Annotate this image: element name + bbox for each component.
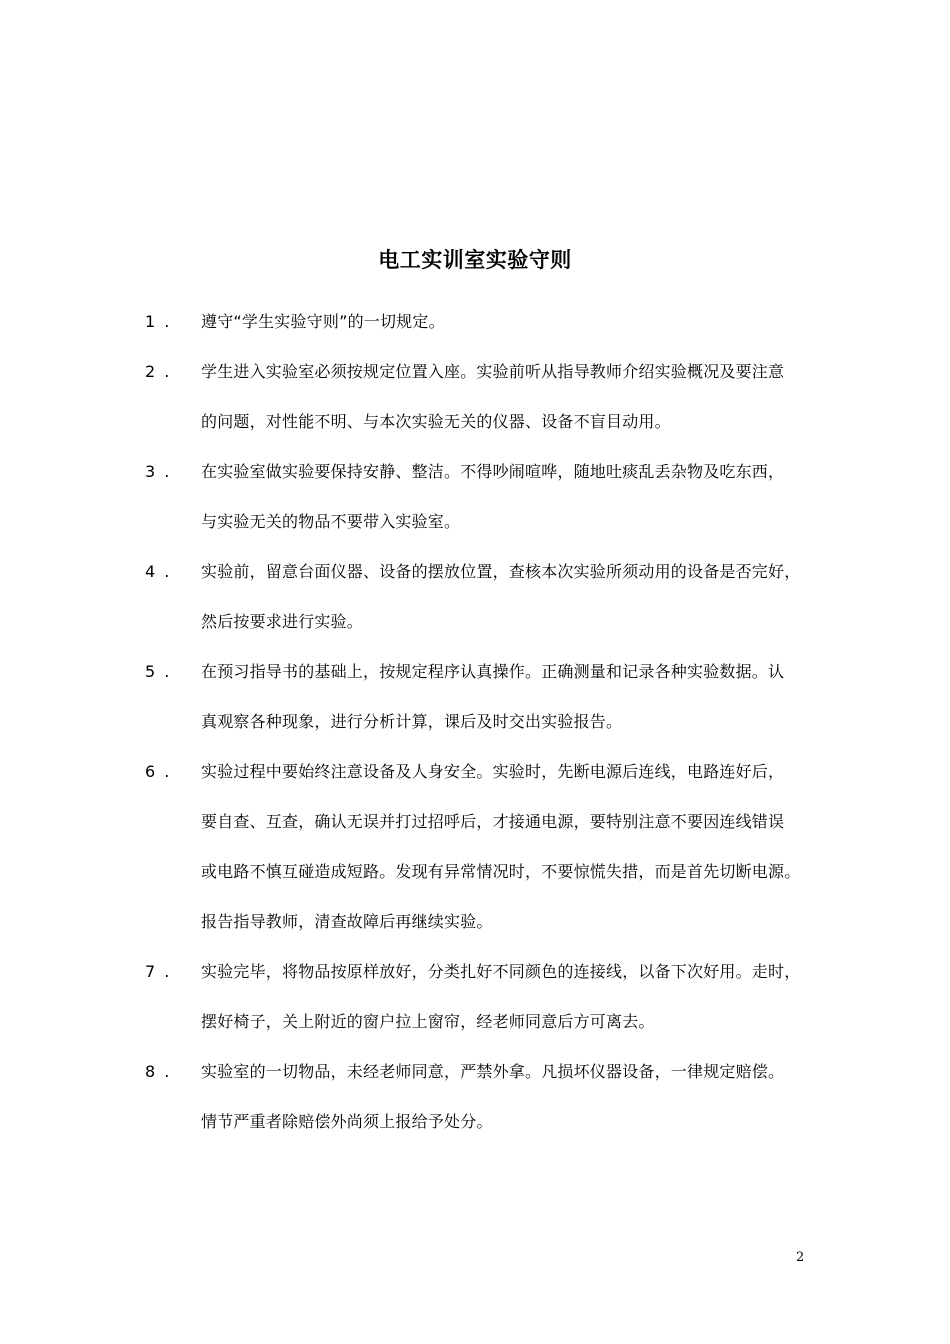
rule-text-line: 或电路不慎互碰造成短路。发现有异常情况时，不要惊慌失措，而是首先切断电源。 [201,862,801,881]
rule-text-line: 学生进入实验室必须按规定位置入座。实验前听从指导教师介绍实验概况及要注意 [201,362,785,381]
rule-text-line: 的问题，对性能不明、与本次实验无关的仪器、设备不盲目动用。 [201,412,671,431]
rule-item [0,297,950,347]
rule-text-line: 摆好椅子，关上附近的窗户拉上窗帘，经老师同意后方可离去。 [201,1012,655,1031]
rule-text [201,747,821,947]
rule-text-line: 实验室的一切物品，未经老师同意，严禁外拿。凡损坏仪器设备，一律规定赔偿。 [201,1062,785,1081]
rule-number: 5 . [145,662,172,681]
rule-text-line: 要自查、互查，确认无误并打过招呼后，才接通电源，要特别注意不要因连线错误 [201,812,785,831]
rule-text-line: 实验过程中要始终注意设备及人身安全。实验时，先断电源后连线，电路连好后， [201,762,785,781]
rule-item [0,547,950,647]
rule-number: 3 . [145,462,172,481]
rule-text [201,947,821,1047]
rule-item [0,347,950,447]
rule-text-line: 实验前，留意台面仪器、设备的摆放位置，查核本次实验所须动用的设备是否完好， [201,562,801,581]
rule-text-line: 在预习指导书的基础上，按规定程序认真操作。正确测量和记录各种实验数据。认 [201,662,785,681]
rule-item [0,647,950,747]
rule-text-line: 报告指导教师，清查故障后再继续实验。 [201,912,493,931]
rule-item [0,747,950,947]
rule-number: 2 . [145,362,172,381]
rule-text [201,447,821,547]
rule-number: 7 . [145,962,172,981]
rule-text-line: 与实验无关的物品不要带入实验室。 [201,512,461,531]
rule-text [201,547,821,647]
rule-item [0,1047,950,1147]
rule-text [201,1047,821,1147]
page-number: 2 [796,1250,805,1265]
rule-number: 4 . [145,562,172,581]
rule-text-line: 然后按要求进行实验。 [201,612,364,631]
rule-text-line: 实验完毕，将物品按原样放好，分类扎好不同颜色的连接线，以备下次好用。走时， [201,962,801,981]
rule-item [0,447,950,547]
rule-number: 6 . [145,762,172,781]
rules-list [0,297,950,1147]
rule-text [201,347,821,447]
rule-text-line: 在实验室做实验要保持安静、整洁。不得吵闹喧哗，随地吐痰乱丢杂物及吃东西， [201,462,785,481]
rule-text-line: 情节严重者除赔偿外尚须上报给予处分。 [201,1112,493,1131]
rule-text-line: 真观察各种现象，进行分析计算，课后及时交出实验报告。 [201,712,623,731]
rule-text [201,647,821,747]
rule-text-line: 遵守“学生实验守则”的一切规定。 [201,312,445,331]
rule-number: 8 . [145,1062,172,1081]
rule-text [201,297,821,347]
rule-number: 1 . [145,312,172,331]
document-title: 电工实训室实验守则 [378,248,572,272]
rule-item [0,947,950,1047]
